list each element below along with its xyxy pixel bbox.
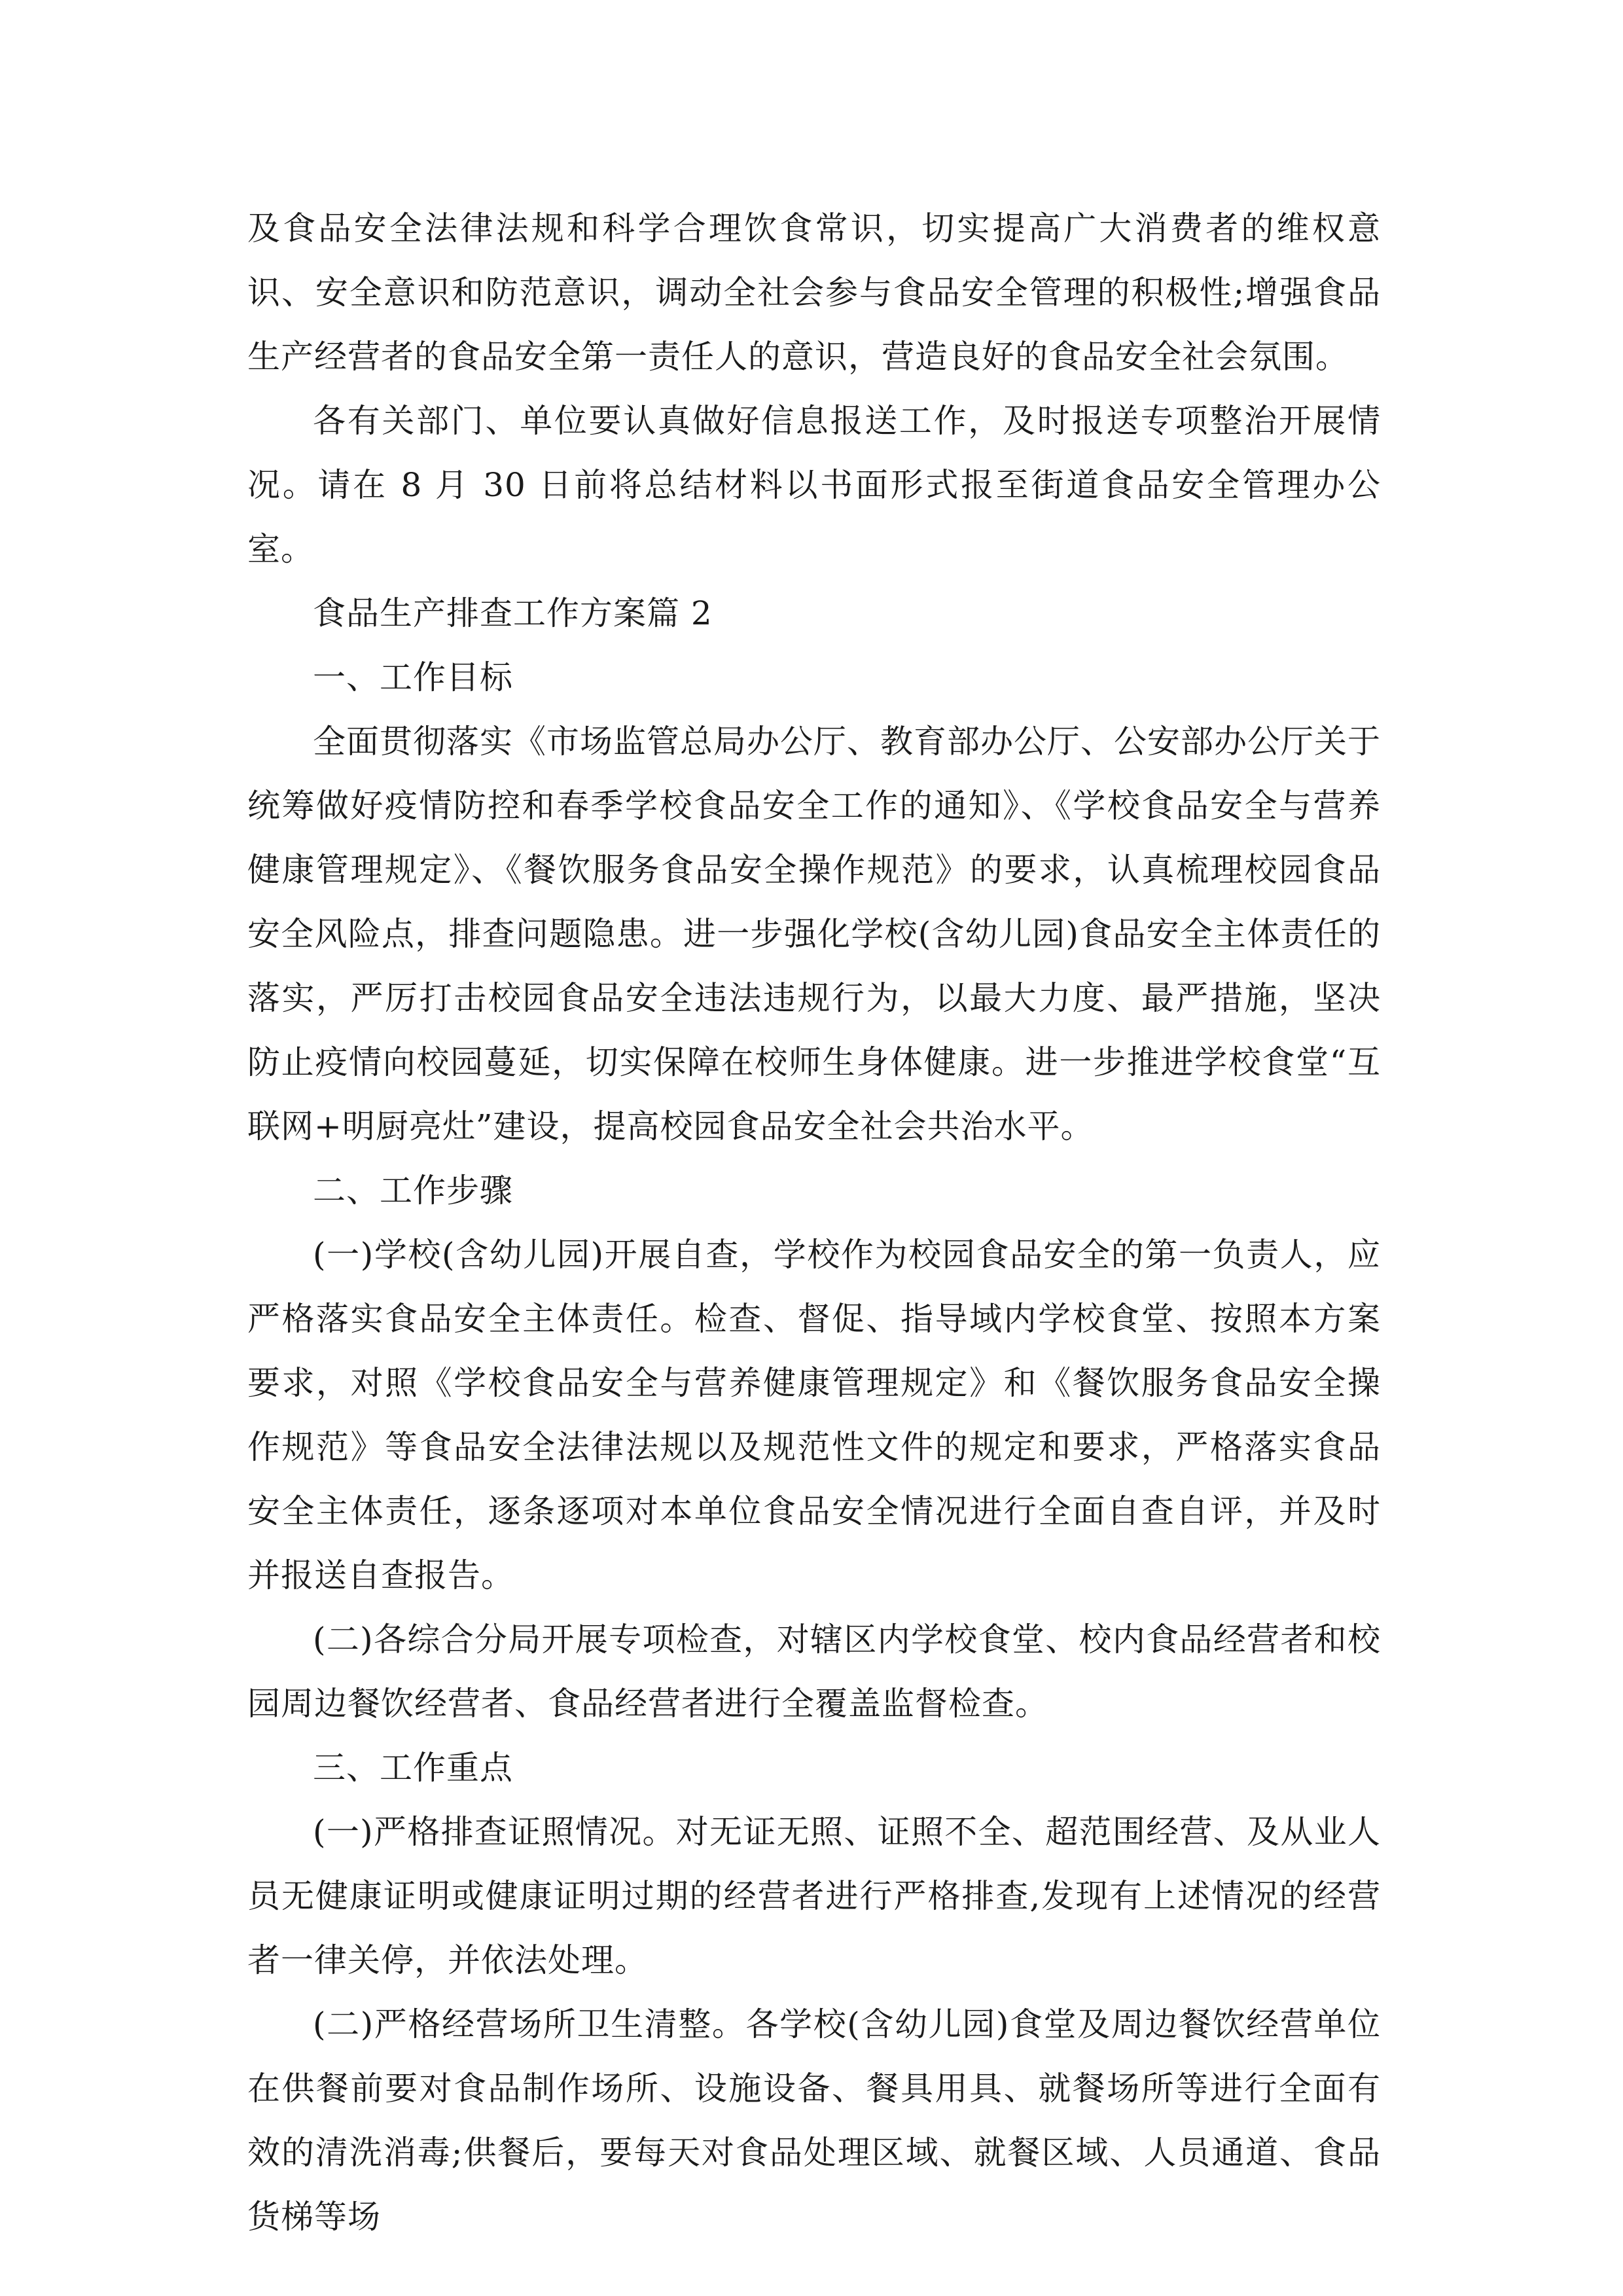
paragraph-focus-1: (一)严格排查证照情况。对无证无照、证照不全、超范围经营、及从业人员无健康证明或健康证明过期的经营者进行严格排查,发现有上述情况的经营者一律关停，并依法处理。 — [247, 1813, 1381, 1979]
section-title-plan-2: 食品生产排查工作方案篇 2 — [313, 594, 713, 632]
heading-work-focus: 三、工作重点 — [313, 1749, 513, 1787]
document-body — [247, 196, 1381, 2249]
paragraph-info-reporting: 各有关部门、单位要认真做好信息报送工作，及时报送专项整治开展情况。请在 8 月 30 日前将总结材料以书面形式报至街道食品安全管理办公室。 — [247, 402, 1381, 568]
paragraph-work-goals: 全面贯彻落实《市场监管总局办公厅、教育部办公厅、公安部办公厅关于统筹做好疫情防控和春季学校食品安全工作的通知》、《学校食品安全与营养健康管理规定》、《餐饮服务食品安全操作规范》的要求，认真梳理校园食品安全风险点，排查问题隐患。进一步强化学校(含幼儿园)食品安全主体责任的落实，严厉打击校园食品安全违法违规行为，以最大力度、最严措施，坚决防止疫情向校园蔓延，切实保障在校师生身体健康。进一步推进学校食堂“互联网+明厨亮灶”建设，提高校园食品安全社会共治水平。 — [247, 723, 1381, 1145]
paragraph-continuation: 及食品安全法律法规和科学合理饮食常识，切实提高广大消费者的维权意识、安全意识和防范意识，调动全社会参与食品安全管理的积极性;增强食品生产经营者的食品安全第一责任人的意识，营造良好的食品安全社会氛围。 — [247, 209, 1381, 376]
paragraph-step-2: (二)各综合分局开展专项检查，对辖区内学校食堂、校内食品经营者和校园周边餐饮经营者、食品经营者进行全覆盖监督检查。 — [247, 1621, 1381, 1723]
heading-work-goals: 一、工作目标 — [313, 658, 513, 696]
paragraph-step-1: (一)学校(含幼儿园)开展自查，学校作为校园食品安全的第一负责人，应严格落实食品安全主体责任。检查、督促、指导域内学校食堂、按照本方案要求，对照《学校食品安全与营养健康管理规定》和《餐饮服务食品安全操作规范》等食品安全法律法规以及规范性文件的规定和要求，严格落实食品安全主体责任，逐条逐项对本单位食品安全情况进行全面自查自评，并及时并报送自查报告。 — [247, 1236, 1381, 1594]
heading-work-steps: 二、工作步骤 — [313, 1172, 513, 1210]
paragraph-focus-2: (二)严格经营场所卫生清整。各学校(含幼儿园)食堂及周边餐饮经营单位在供餐前要对食品制作场所、设施设备、餐具用具、就餐场所等进行全面有效的清洗消毒;供餐后，要每天对食品处理区域、就餐区域、人员通道、食品货梯等场 — [247, 2005, 1381, 2236]
